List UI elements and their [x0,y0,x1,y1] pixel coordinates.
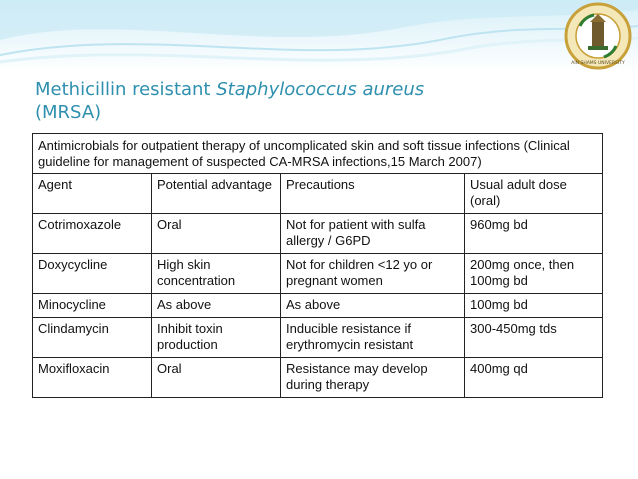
table-cell: Resistance may develop during therapy [281,358,465,398]
table-cell: Minocycline [33,294,152,318]
table-cell: 100mg bd [465,294,603,318]
table-cell: Inhibit toxin production [152,318,281,358]
title-part1: Methicillin resistant [35,79,217,100]
table-cell: As above [281,294,465,318]
table-cell: 300-450mg tds [465,318,603,358]
column-header: Potential advantage [152,174,281,214]
table-row [33,358,603,398]
table-cell: Not for patient with sulfa allergy / G6PD [281,214,465,254]
title-italic: Staphylococcus aureus [216,79,425,100]
table-row [33,294,603,318]
header-band [0,0,638,72]
table-header-row [33,174,603,214]
table-cell: Cotrimoxazole [33,214,152,254]
decorative-waves [0,0,638,72]
table-caption-row [33,134,603,174]
table-caption: Antimicrobials for outpatient therapy of uncomplicated skin and soft tissue infections (Clinical guideline for management of suspected CA-MRSA infections,15 March 2007) [33,134,603,174]
column-header: Agent [33,174,152,214]
table-cell: Oral [152,214,281,254]
column-header: Usual adult dose (oral) [465,174,603,214]
table-cell: Oral [152,358,281,398]
table-cell: High skin concentration [152,254,281,294]
table-cell: Moxifloxacin [33,358,152,398]
column-header: Precautions [281,174,465,214]
title-line2: (MRSA) [35,102,102,123]
table-cell: Not for children <12 yo or pregnant women [281,254,465,294]
university-seal-icon [564,2,632,70]
antimicrobials-table [32,133,603,398]
table-row [33,214,603,254]
table-cell: 960mg bd [465,214,603,254]
svg-text:AIN SHAMS UNIVERSITY: AIN SHAMS UNIVERSITY [571,61,625,66]
table-row [33,318,603,358]
table-row [33,254,603,294]
slide-title [35,78,555,124]
table-cell: Doxycycline [33,254,152,294]
table-cell: 400mg qd [465,358,603,398]
table-cell: Clindamycin [33,318,152,358]
table-cell: As above [152,294,281,318]
table-cell: 200mg once, then 100mg bd [465,254,603,294]
table-cell: Inducible resistance if erythromycin resistant [281,318,465,358]
